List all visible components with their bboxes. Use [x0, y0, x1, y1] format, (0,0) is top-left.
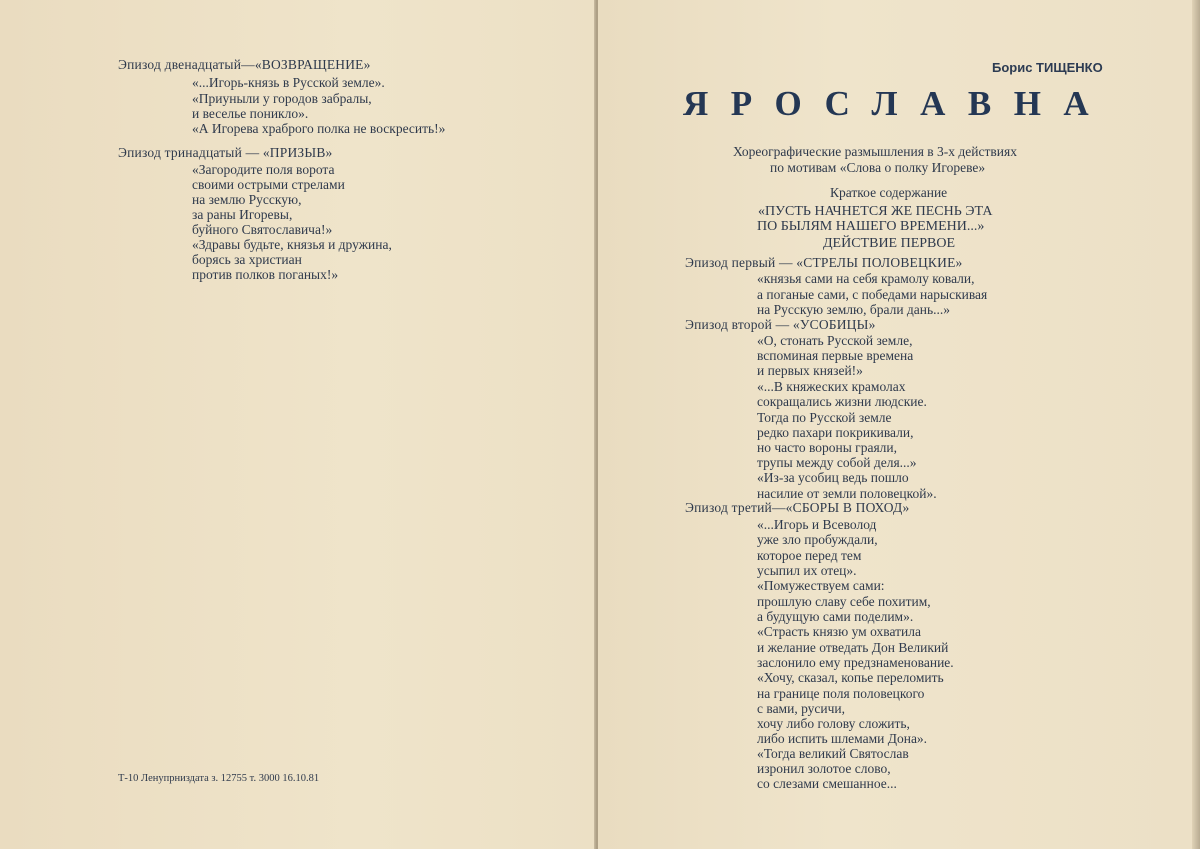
episode-13-line: «Загородите поля ворота: [192, 162, 335, 177]
episode-3-line: прошлую славу себе похитим,: [757, 594, 931, 609]
episode-2-line: Тогда по Русской земле: [757, 410, 892, 425]
episode-12-header: Эпизод двенадцатый—«ВОЗВРАЩЕНИЕ»: [118, 57, 371, 72]
episode-2-line: «...В княжеских крамолах: [757, 379, 906, 394]
episode-3-line: изронил золотое слово,: [757, 761, 891, 776]
episode-3-line: на границе поля половецкого: [757, 686, 925, 701]
episode-13-line: «Здравы будьте, князья и дружина,: [192, 237, 392, 252]
episode-2-line: «О, стонать Русской земле,: [757, 333, 913, 348]
summary-label: Краткое содержание: [830, 185, 948, 200]
episode-13-line: за раны Игоревы,: [192, 207, 293, 222]
episode-3-line: усыпил их отец».: [757, 563, 857, 578]
episode-1-line: на Русскую землю, брали дань...»: [757, 302, 951, 317]
episode-13-line: буйного Святославича!»: [192, 222, 333, 237]
episode-12-line: «А Игорева храброго полка не воскресить!»: [192, 121, 446, 136]
left-page: [0, 0, 596, 849]
episode-12-line: «...Игорь-князь в Русской земле».: [192, 75, 385, 90]
episode-13-header: Эпизод тринадцатый — «ПРИЗЫВ»: [118, 145, 333, 160]
episode-12-line: «Приуныли у городов забралы,: [192, 91, 372, 106]
page-title: ЯРОСЛАВНА: [683, 84, 1112, 123]
episode-13-line: борясь за христиан: [192, 252, 302, 267]
episode-3-line: с вами, русичи,: [757, 701, 846, 716]
act-heading: ДЕЙСТВИЕ ПЕРВОЕ: [823, 236, 956, 251]
episode-2-line: сокращались жизни людские.: [757, 394, 927, 409]
episode-2-line: насилие от земли половецкой».: [757, 486, 937, 501]
author-name: Борис ТИЩЕНКО: [992, 60, 1103, 75]
episode-3-line: «Помужествуем сами:: [757, 578, 885, 593]
episode-3-line: а будущую сами поделим».: [757, 609, 914, 624]
episode-3-line: «Хочу, сказал, копье переломить: [757, 670, 944, 685]
episode-3-line: и желание отведать Дон Великий: [757, 640, 949, 655]
episode-3-line: хочу либо голову сложить,: [757, 716, 910, 731]
episode-13-line: своими острыми стрелами: [192, 177, 345, 192]
episode-3-line: заслонило ему предзнаменование.: [757, 655, 954, 670]
episode-2-line: «Из-за усобиц ведь пошло: [757, 470, 909, 485]
subtitle-line-1: Хореографические размышления в 3-х действиях: [733, 144, 1017, 159]
episode-2-line: редко пахари покрикивали,: [757, 425, 914, 440]
episode-3-line: «...Игорь и Всеволод: [757, 517, 877, 532]
episode-2-line: вспоминая первые времена: [757, 348, 914, 363]
page-edge: [1192, 0, 1200, 849]
episode-3-line: либо испить шлемами Дона».: [757, 731, 928, 746]
episode-2-line: и первых князей!»: [757, 363, 863, 378]
episode-12-line: и веселье поникло».: [192, 106, 309, 121]
episode-2-line: трупы между собой деля...»: [757, 455, 917, 470]
episode-13-line: против полков поганых!»: [192, 267, 339, 282]
episode-3-line: которое перед тем: [757, 548, 862, 563]
episode-13-line: на землю Русскую,: [192, 192, 302, 207]
episode-3-line: уже зло пробуждали,: [757, 532, 878, 547]
episode-3-line: со слезами смешанное...: [757, 776, 897, 791]
subtitle-line-2: по мотивам «Слова о полку Игореве»: [770, 160, 986, 175]
episode-1-header: Эпизод первый — «СТРЕЛЫ ПОЛОВЕЦКИЕ»: [685, 255, 963, 270]
episode-1-line: а поганые сами, с победами нарыскивая: [757, 287, 988, 302]
episode-3-header: Эпизод третий—«СБОРЫ В ПОХОД»: [685, 500, 910, 515]
episode-2-line: но часто вороны граяли,: [757, 440, 897, 455]
episode-3-line: «Страсть князю ум охватила: [757, 624, 921, 639]
epigraph-line-2: ПО БЫЛЯМ НАШЕГО ВРЕМЕНИ...»: [757, 219, 985, 234]
imprint-footer: Т-10 Ленупрниздата з. 12755 т. 3000 16.10.81: [118, 773, 320, 784]
episode-3-line: «Тогда великий Святослав: [757, 746, 909, 761]
episode-2-header: Эпизод второй — «УСОБИЦЫ»: [685, 317, 876, 332]
episode-1-line: «князья сами на себя крамолу ковали,: [757, 271, 975, 286]
epigraph-line-1: «ПУСТЬ НАЧНЕТСЯ ЖЕ ПЕСНЬ ЭТА: [758, 204, 993, 219]
